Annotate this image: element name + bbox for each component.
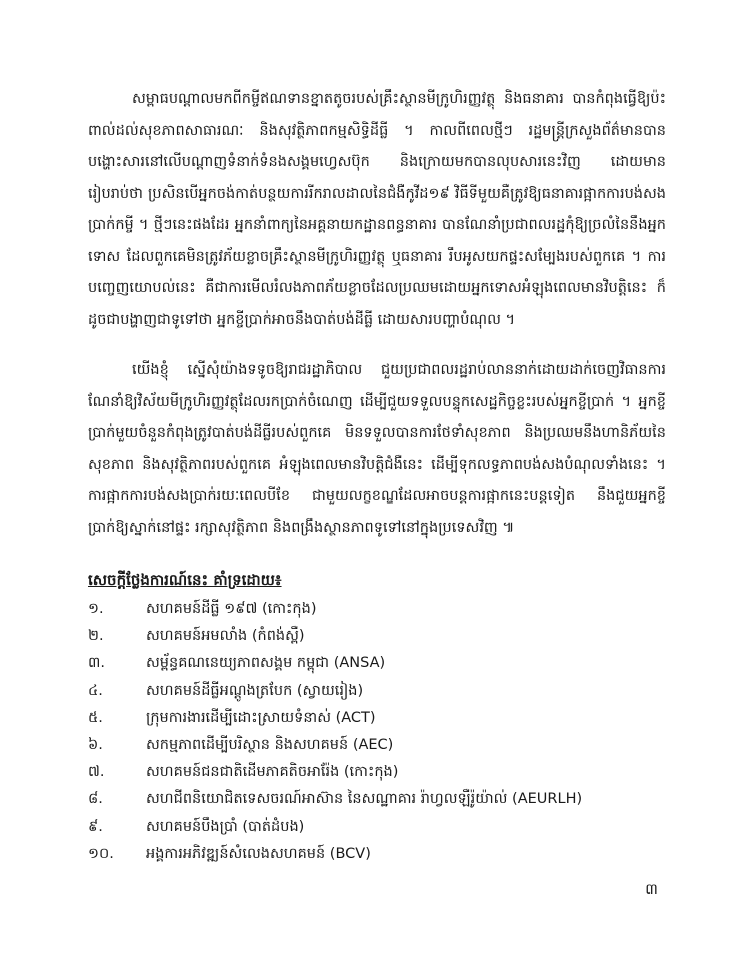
list-item-number: ៩. <box>88 818 103 835</box>
list-item-name: សហគមន៍បឹងប្រាំ (បាត់ដំបង) <box>146 818 305 835</box>
list-item-name: សហគមន៍ជនជាតិដើមភាគតិចអារ៉ែង (កោះកុង) <box>146 764 399 781</box>
paragraph-2: យើងខ្ញុំ ស្នើសុំយ៉ាងទទូចឱ្យរាជរដ្ឋាភិបាល ជួយប្រជាពលរដ្ឋរាប់លាននាក់ដោយដាក់ចេញវិធានការណែនាំឱ្យវិស័យមីក្រូហិរញ្ញវត្ថុដែលរកប្រាក់ចំណេញ ដើម្បីជួយទទួលបន្ទុកសេដ្ឋកិច្ចខ្លះរបស់អ្នកខ្ចីប្រាក់ ។ អ្នកខ្ចីប្រាក់មួយចំនួនកំពុងត្រូវបាត់បង់ដីធ្លីរបស់ពួកគេ មិនទទួលបានការថែទាំសុខភាព និងប្រឈមនឹងហានិភ័យនៃសុខភាព និងសុវត្ថិភាពរបស់ពួកគេ អំឡុងពេលមានវិបត្តិជំងឺនេះ ដើម្បីទុកលទ្ធភាពបង់សងបំណុលទាំងនេះ ។ ការផ្អាកការបង់សងប្រាក់រយៈពេលបីខែ ជាមួយលក្ខខណ្ឌដែលអាចបន្តការផ្អាកនេះបន្តទៀត នឹងជួយអ្នកខ្ចីប្រាក់ឱ្យស្នាក់នៅផ្ទះ រក្សាសុវត្ថិភាព និងពង្រឹងស្ថានភាពទូទៅនៅក្នុងប្រទេសវិញ ៕ <box>88 362 666 536</box>
list-item-name: សហគមន៍អមលាំង (កំពង់ស្ពឺ) <box>146 628 305 645</box>
list-item-name: សហគមន៍ដីធ្លីអណ្តូងត្របែក (ស្វាយរៀង) <box>146 682 364 699</box>
list-item <box>88 841 666 868</box>
list-item-name: ក្រុមការងារដើម្បីដោះស្រាយទំនាស់ (ACT) <box>146 709 376 726</box>
list-item-number: ៥. <box>88 709 103 726</box>
list-item <box>88 705 666 732</box>
list-item-number: ១០. <box>88 845 114 862</box>
supporters-list <box>88 596 666 868</box>
list-item-number: ១. <box>88 601 104 617</box>
list-item <box>88 786 666 813</box>
list-item <box>88 623 666 650</box>
list-item <box>88 650 666 677</box>
list-item-number: ៦. <box>88 737 103 754</box>
list-item-number: ២. <box>88 628 104 645</box>
list-item <box>88 596 666 623</box>
list-item-name: សហគមន៍ដីធ្លី ១៩៧ (កោះកុង) <box>146 601 317 617</box>
list-item-number: ៣. <box>88 655 105 672</box>
list-item <box>88 814 666 841</box>
page-number: ៣ <box>645 880 658 898</box>
list-item <box>88 732 666 759</box>
paragraph-1: សម្ពាធបណ្តាលមកពីកម្ចីឥណទានខ្នាតតូចរបស់គ្រឹះស្ថានមីក្រូហិរញ្ញវត្ថុ និងធនាគារ បានកំពុងធ្វើឱ្យប៉ះពាល់ដល់សុខភាពសាធារណៈ និងសុវត្ថិភាពកម្មសិទ្ធិដីធ្លី ។ កាលពីពេលថ្មីៗ រដ្ឋមន្ត្រីក្រសួងព័ត៌មានបានបង្ហោះសារនៅលើបណ្តាញទំនាក់ទំនងសង្គមហ្វេសប៊ុក និងក្រោយមកបានលុបសារនេះវិញ ដោយមានរៀបរាប់ថា ប្រសិនបើអ្នកចង់កាត់បន្ថយការរីករាលដាលនៃជំងឺកូវីដ១៩ វិធីទីមួយគឺត្រូវឱ្យធនាគារផ្អាកការបង់សងប្រាក់កម្ចី ។ ថ្មីៗនេះផងដែរ អ្នកនាំពាក្យនៃអគ្គនាយកដ្ឋានពន្ធនាគារ បានណែនាំប្រជាពលរដ្ឋកុំឱ្យច្រលំនៃនឹងអ្នកទោស ដែលពួកគេមិនត្រូវភ័យខ្លាចគ្រឹះស្ថានមីក្រូហិរញ្ញវត្ថុ ឬធនាគារ រឹបអូសយកផ្ទះសម្បែងរបស់ពួកគេ ។ ការបញ្ចេញយោបល់នេះ គឺជាការមើលរំលងភាពភ័យខ្លាចដែលប្រឈមដោយអ្នកទោសអំឡុងពេលមានវិបត្តិនេះ ក៏ដូចជាបង្ហាញជាទូទៅថា អ្នកខ្ចីប្រាក់អាចនឹងបាត់បង់ដីធ្លី ដោយសារបញ្ហាបំណុល ។ <box>88 91 666 328</box>
list-item-name: សហជីពនិយោជិតទេសចរណ៍អាស៊ាន នៃសណ្ឋាគារ រ៉ាហ្វលឡឺរ៉ូយ៉ាល់ (AEURLH) <box>146 791 583 808</box>
list-item <box>88 678 666 705</box>
list-item <box>88 759 666 786</box>
supporters-heading: សេចក្តីថ្លែងការណ៍នេះ គាំទ្រដោយ៖ <box>88 571 282 589</box>
list-item-name: អង្គការអភិវឌ្ឍន៍សំលេងសហគមន៍ (BCV) <box>146 845 371 862</box>
document-page <box>88 84 666 868</box>
list-item-name: សកម្មភាពដើម្បីបរិស្ថាន និងសហគមន៍ (AEC) <box>146 737 394 754</box>
list-item-number: ៤. <box>88 682 103 699</box>
list-item-name: សម្ព័ន្ធគណនេយ្យភាពសង្គម កម្ពុជា (ANSA) <box>146 655 386 672</box>
list-item-number: ៧. <box>88 764 105 781</box>
list-item-number: ៨. <box>88 791 103 808</box>
